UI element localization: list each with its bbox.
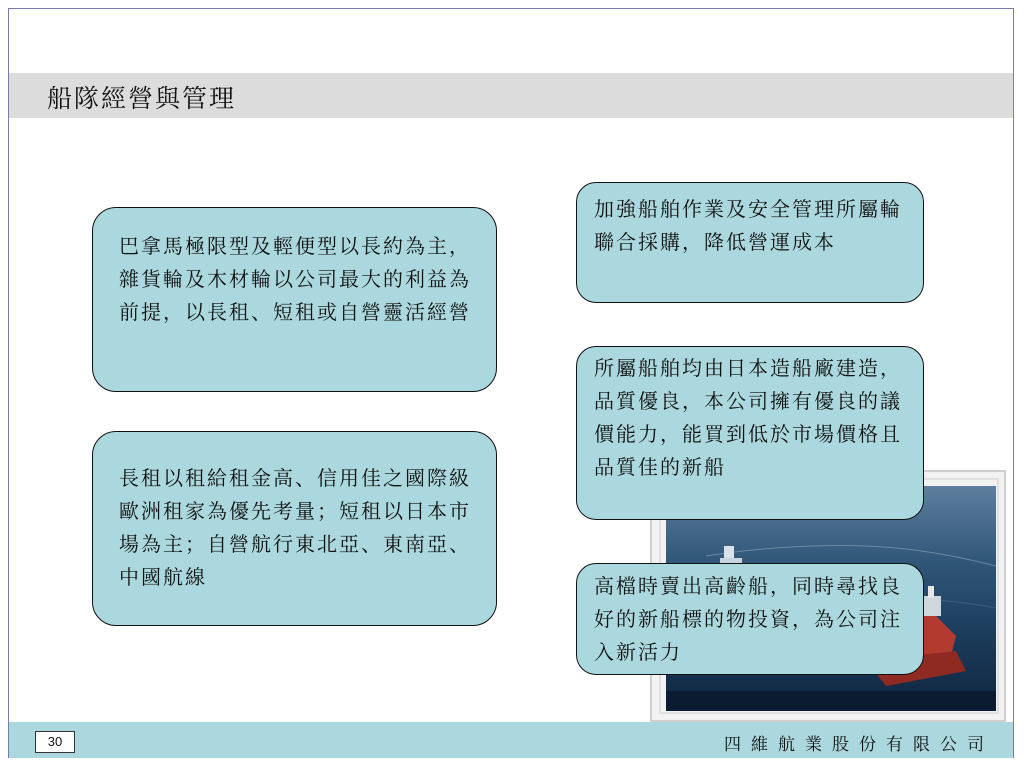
page-number: 30: [35, 731, 75, 753]
company-name: 四維航業股份有限公司: [724, 735, 994, 755]
text-box-japanese-shipyards: 所屬船舶均由日本造船廠建造，品質優良，本公司擁有優良的議價能力，能買到低於市場價格且品質佳的新船: [576, 346, 924, 520]
title-bar: [9, 73, 1013, 118]
text-box-long-term-charter: 巴拿馬極限型及輕便型以長約為主，雜貨輪及木材輪以公司最大的利益為前提，以長租、短租或自營靈活經營: [92, 207, 497, 392]
text-box-fleet-renewal: 高檔時賣出高齡船，同時尋找良好的新船標的物投資，為公司注入新活力: [576, 563, 924, 675]
text-box-safety-management: 加強船舶作業及安全管理所屬輪聯合採購，降低營運成本: [576, 182, 924, 303]
slide-title: 船隊經營與管理: [47, 84, 237, 113]
text-box-charter-strategy: 長租以租給租金高、信用佳之國際級歐洲租家為優先考量；短租以日本市場為主；自營航行東北亞、東南亞、中國航線: [92, 431, 497, 626]
